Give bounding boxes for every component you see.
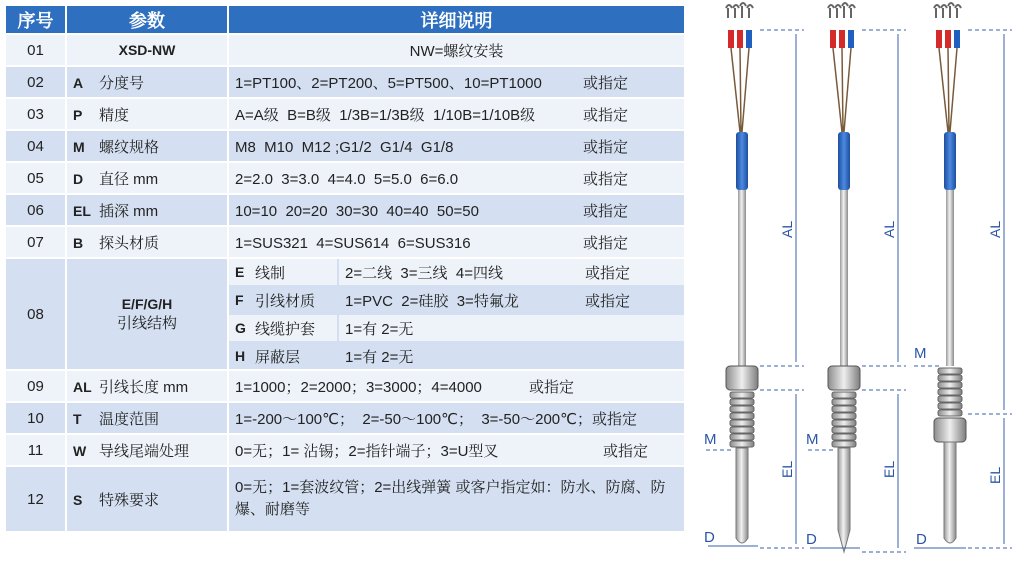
row-name: 插深 mm — [99, 202, 159, 220]
row-detail: 2=2.0 3=3.0 4=4.0 5=5.0 6=6.0 — [235, 170, 459, 188]
sub-code: E — [235, 264, 245, 280]
sub-name: 线缆护套 — [255, 320, 316, 338]
row-name: XSD-NW — [67, 35, 227, 65]
row-code: T — [73, 410, 82, 427]
row-param — [67, 435, 227, 465]
row-remark: 或指定 — [583, 74, 629, 92]
row-code: E/F/G/H — [121, 295, 173, 312]
row-code: M — [73, 138, 85, 155]
row-remark: 或指定 — [583, 170, 629, 188]
d-label: D — [806, 531, 817, 548]
row-name: 直径 mm — [99, 170, 159, 188]
table-row — [6, 131, 684, 161]
row-detail-cell — [229, 227, 684, 257]
sub-code: F — [235, 292, 244, 308]
al-label: AL — [881, 220, 897, 238]
row-remark: 或指定 — [583, 106, 629, 124]
sub-name: 线制 — [255, 264, 286, 282]
table-header — [6, 6, 684, 33]
row-param — [67, 131, 227, 161]
sub-param — [229, 287, 337, 313]
el-label: EL — [881, 460, 897, 478]
al-label: AL — [779, 220, 795, 238]
row-detail: 1=SUS321 4=SUS614 6=SUS316 — [235, 234, 471, 252]
row-detail: 0=无；1=套波纹管；2=出线弹簧 或客户指定如：防水、防腐、防爆、耐磨等 — [229, 467, 684, 531]
row-detail: 1=PT100、2=PT200、5=PT500、10=PT1000 — [235, 74, 542, 92]
sub-code: G — [235, 320, 246, 336]
row-remark: 或指定 — [529, 378, 575, 396]
el-label: EL — [779, 460, 795, 478]
m-label: M — [704, 431, 717, 448]
sensor-drawing-3 — [914, 3, 1012, 548]
row-param — [67, 195, 227, 225]
row-no: 05 — [6, 163, 65, 193]
sub-remark: 或指定 — [585, 292, 631, 310]
row-no: 10 — [6, 403, 65, 433]
row-no: 07 — [6, 227, 65, 257]
table-row — [6, 35, 684, 65]
row-param — [67, 403, 227, 433]
table-row — [6, 371, 684, 401]
al-label: AL — [987, 220, 1003, 238]
row-subtable-cell — [229, 259, 684, 369]
row-name: 探头材质 — [99, 234, 160, 252]
row-param — [67, 227, 227, 257]
sensor-drawing-2 — [806, 3, 906, 552]
row-param — [67, 371, 227, 401]
row-detail-cell — [229, 131, 684, 161]
table-row — [6, 195, 684, 225]
blue-sleeve — [736, 132, 748, 190]
row-code: A — [73, 74, 84, 91]
row-code: D — [73, 170, 84, 187]
table-row — [6, 99, 684, 129]
row-remark: 或指定 — [583, 138, 629, 156]
row-param — [67, 467, 227, 531]
row-no: 01 — [6, 35, 65, 65]
row-detail-cell — [229, 67, 684, 97]
row-code: P — [73, 106, 83, 123]
m-label: M — [806, 431, 819, 448]
sub-detail: 1=PVC 2=硅胶 3=特氟龙 — [345, 292, 519, 310]
row-param — [67, 259, 227, 369]
sub-row — [229, 343, 684, 369]
row-name: 特殊要求 — [99, 491, 160, 509]
row-param — [67, 67, 227, 97]
row-no: 02 — [6, 67, 65, 97]
table-row — [6, 467, 684, 531]
row-detail-cell — [229, 371, 684, 401]
sub-name: 屏蔽层 — [255, 348, 301, 366]
row-no: 11 — [6, 435, 65, 465]
sub-param — [229, 343, 337, 369]
sub-detail-cell — [339, 343, 684, 369]
sub-detail-cell — [339, 315, 684, 341]
table-row — [6, 67, 684, 97]
row-code: EL — [73, 202, 91, 219]
wire-terminals — [726, 3, 753, 18]
sub-name: 引线材质 — [255, 292, 316, 310]
row-code: AL — [73, 378, 92, 395]
sub-param — [229, 315, 337, 341]
sub-detail-cell — [339, 287, 684, 313]
row-detail: 1=-200～100℃； 2=-50～100℃； 3=-50～200℃；或指定 — [229, 403, 684, 433]
row-name: 引线结构 — [116, 314, 177, 332]
sub-row — [229, 287, 684, 313]
sub-param — [229, 259, 337, 285]
sub-code: H — [235, 348, 246, 364]
row-no: 04 — [6, 131, 65, 161]
sub-detail: 2=二线 3=三线 4=四线 — [345, 264, 503, 282]
spec-table — [4, 4, 686, 533]
row-no: 08 — [6, 259, 65, 369]
row-param — [67, 163, 227, 193]
sub-detail: 1=有 2=无 — [345, 348, 414, 366]
row-no: 09 — [6, 371, 65, 401]
table-row — [6, 227, 684, 257]
header-detail: 详细说明 — [229, 6, 684, 33]
sub-row — [229, 259, 684, 285]
row-name: 导线尾端处理 — [99, 442, 190, 460]
row-detail-cell — [229, 435, 684, 465]
d-label: D — [704, 529, 715, 546]
d-label: D — [916, 531, 927, 548]
row-param — [67, 99, 227, 129]
row-name: 引线长度 mm — [99, 378, 189, 396]
el-label: EL — [987, 466, 1003, 484]
table-row — [6, 163, 684, 193]
sub-row — [229, 315, 684, 341]
row-detail-cell — [229, 195, 684, 225]
table-row — [6, 259, 684, 369]
row-code: B — [73, 234, 84, 251]
row-detail-cell — [229, 99, 684, 129]
row-no: 06 — [6, 195, 65, 225]
sub-detail-cell — [339, 259, 684, 285]
row-remark: 或指定 — [603, 442, 649, 460]
row-detail: NW=螺纹安装 — [229, 35, 684, 65]
row-remark: 或指定 — [583, 234, 629, 252]
row-name: 温度范围 — [99, 410, 160, 428]
row-name: 螺纹规格 — [99, 138, 160, 156]
table-row — [6, 403, 684, 433]
table-row — [6, 435, 684, 465]
row-detail: 1=1000；2=2000；3=3000；4=4000 — [235, 378, 482, 396]
row-detail-cell — [229, 163, 684, 193]
row-no: 03 — [6, 99, 65, 129]
row-detail: 10=10 20=20 30=30 40=40 50=50 — [235, 202, 479, 220]
header-param: 参数 — [67, 6, 227, 33]
sub-detail: 1=有 2=无 — [345, 320, 414, 338]
subtable — [229, 259, 684, 369]
row-name: 分度号 — [99, 74, 145, 92]
row-remark: 或指定 — [583, 202, 629, 220]
sub-remark: 或指定 — [585, 264, 631, 282]
sensor-drawing-1 — [704, 3, 804, 548]
row-code: W — [73, 442, 87, 459]
header-no: 序号 — [6, 6, 65, 33]
row-detail: 0=无；1= 沾锡；2=指针端子；3=U型叉 — [235, 442, 499, 460]
row-code: S — [73, 491, 83, 508]
row-no: 12 — [6, 467, 65, 531]
row-detail: A=A级 B=B级 1/3B=1/3B级 1/10B=1/10B级 — [235, 106, 536, 124]
sensor-drawings — [700, 0, 1024, 561]
m-label: M — [914, 345, 927, 362]
row-name: 精度 — [99, 106, 130, 124]
row-detail: M8 M10 M12 ;G1/2 G1/4 G1/8 — [235, 138, 454, 156]
